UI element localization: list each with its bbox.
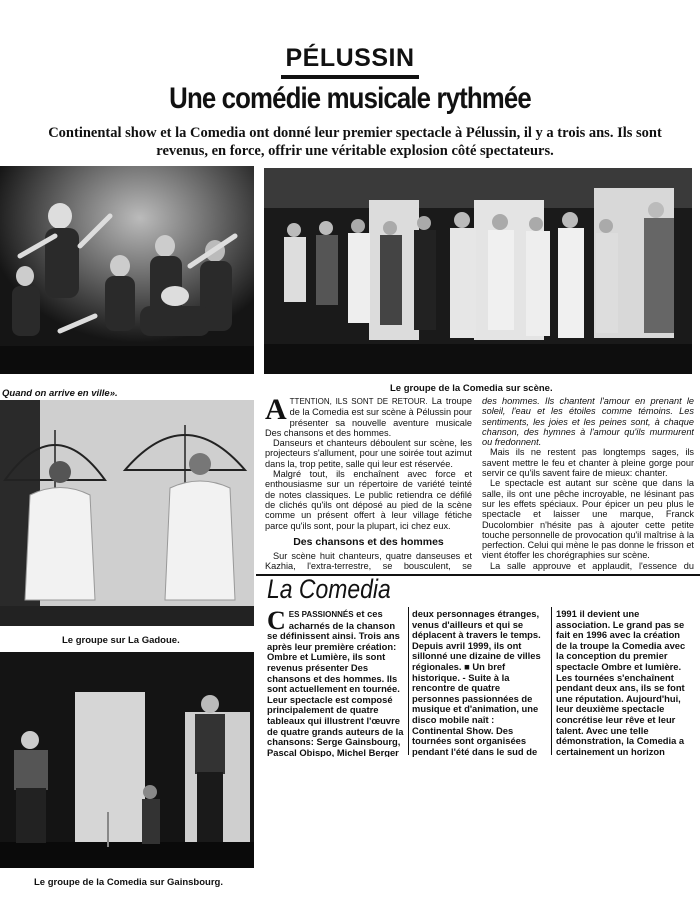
box-lead: ES PASSIONNÉS [288,610,354,619]
box-title: La Comedia [267,574,391,604]
box-col1 [267,609,405,757]
article-col1-para2: Danseurs et chanteurs déboulent sur scène, les projecteurs s'allument, pour une soirée tout azimut dans la, trop petite, salle qui leur est réservée. [265,438,472,469]
article-col2-para1: des hommes. Ils chantent l'amour en prenant le soleil, l'eau et les étoiles comme témoins. Les sentiments, les joies et les peines sont, à chaque chanson, des hymnes à l'amour qu'ils murmurent ou fredonnent. [482,396,694,448]
box-col2 [412,609,547,757]
box-divider-2 [551,607,552,755]
photo-gainsbourg [0,652,254,868]
photo-dancers-image [0,166,254,374]
caption-photo3-text: Le groupe sur La Gadoue. [62,635,180,646]
photo-gainsbourg-image [0,652,254,868]
photo-group-stage-image [264,168,692,374]
article-lead: TTENTION, ILS SONT DE RETOUR. [289,397,428,406]
photo-group-stage [264,168,692,374]
box-col3-text: 1991 il devient une association. Le grand pas se fait en 1996 avec la création de la troupe la Comedia avec la conception du premier spectacle Ombre et lumière. Les tournées s'enchaînent pendant deux ans, ils se font une réputation. Aujourd'hui, leur deuxième spectacle concrétise leur rêve et leur talent. Avec une telle démonstration, la Comedia a certainement un horizon [556,609,686,757]
caption-photo4: Le groupe de la Comedia sur Gainsbourg. [34,877,223,888]
caption-photo3 [62,635,180,646]
box-dropcap: C [267,609,286,635]
article-col2 [482,396,694,572]
article-para1-text: La troupe de la Comedia est sur scène à Pélussin pour présenter sa nouvelle aventure musicale Des chansons et des hommes. [265,396,472,438]
article-subhead: Des chansons et des hommes [293,535,444,548]
chapeau: Continental show et la Comedia ont donné leur premier spectacle à Pélussin, il y a trois ans. Ils sont revenus, en force, offrir une véritable explosion côté spectateurs. [48,125,662,159]
article-dropcap: A [265,396,287,426]
box-col2-text: deux personnages étranges, venus d'ailleurs et qui se déplacent à travers le temps. Depuis avril 1999, ils ont sillonné une dizaine de villes régionales. ■ Un bref historique. - Suite à la rencontre de quatre personnes passionnées de musique et d'animation, une disco mobile naît : Continental Show. Des tournées sont organisées pendant l'été dans le sud de [412,609,541,757]
box-divider-1 [408,607,409,755]
article-col2-para3: Le spectacle est autant sur scène que dans la salle, ils ont une pêche incroyable, ne lésinant pas sur les effets spéciaux. Pour épicer un peu plus le spectacle et laisser une marque, Franck Ducolombier n'hésite pas à ajouter cette petite touche personnelle de provocation qu'il maîtrise à la perfection. Celui qui mène le pas donne le frisson et vient étoffer les chorégraphies sur scène. [482,478,694,561]
article-col1-para4: Sur scène huit chanteurs, quatre danseuses et Kazhia, l'extra-terrestre, se bousculent, se [265,551,472,572]
headline: Une comédie musicale rythmée [169,82,531,115]
article-col2-para4: La salle approuve et applaudit, l'essence du [490,560,694,571]
kicker [0,44,700,79]
photo-la-gadoue [0,400,254,626]
photo-dancers [0,166,254,374]
article-col1-para3: Malgré tout, ils enchaînent avec force et enthousiasme sur un répertoire de variété teinté de notes classiques. Le public retiendra ce défilé de clichés qu'ils ont déposé au pied de la scène comme un présent offert à leur village fétiche parce qu'ils sont, pour la plupart, ici chez eux. [265,469,472,531]
article-col2-para2: Mais ils ne restent pas longtemps sages, ils savent mettre le feu et chanter à pleine gorge pour servir ce qu'ils savent faire de mieux: chanter. [482,447,694,479]
box-col3 [556,609,692,757]
caption-photo2: Le groupe de la Comedia sur scène. [390,383,553,394]
box-col1-body: et ces acharnés de la chanson se définissent ainsi. Trois ans après leur première création: Ombre et Lumière, ils sont revenus présenter Des chansons et des hommes. Ils sont actuellement en tournée. Leur spectacle est composé principalement de quatre tableaux qui illustrent l'œuvre de quatre grands auteurs de la chansons: Serge Gainsbourg, Pascal Obispo, Michel Berger [267,609,404,757]
caption-photo1: Quand on arrive en ville». [2,388,118,399]
article-col1 [265,396,472,572]
photo-la-gadoue-image [0,400,254,626]
box-col1-text [267,609,405,757]
kicker-text: PÉLUSSIN [281,44,418,79]
article-col1-para1 [265,396,472,438]
